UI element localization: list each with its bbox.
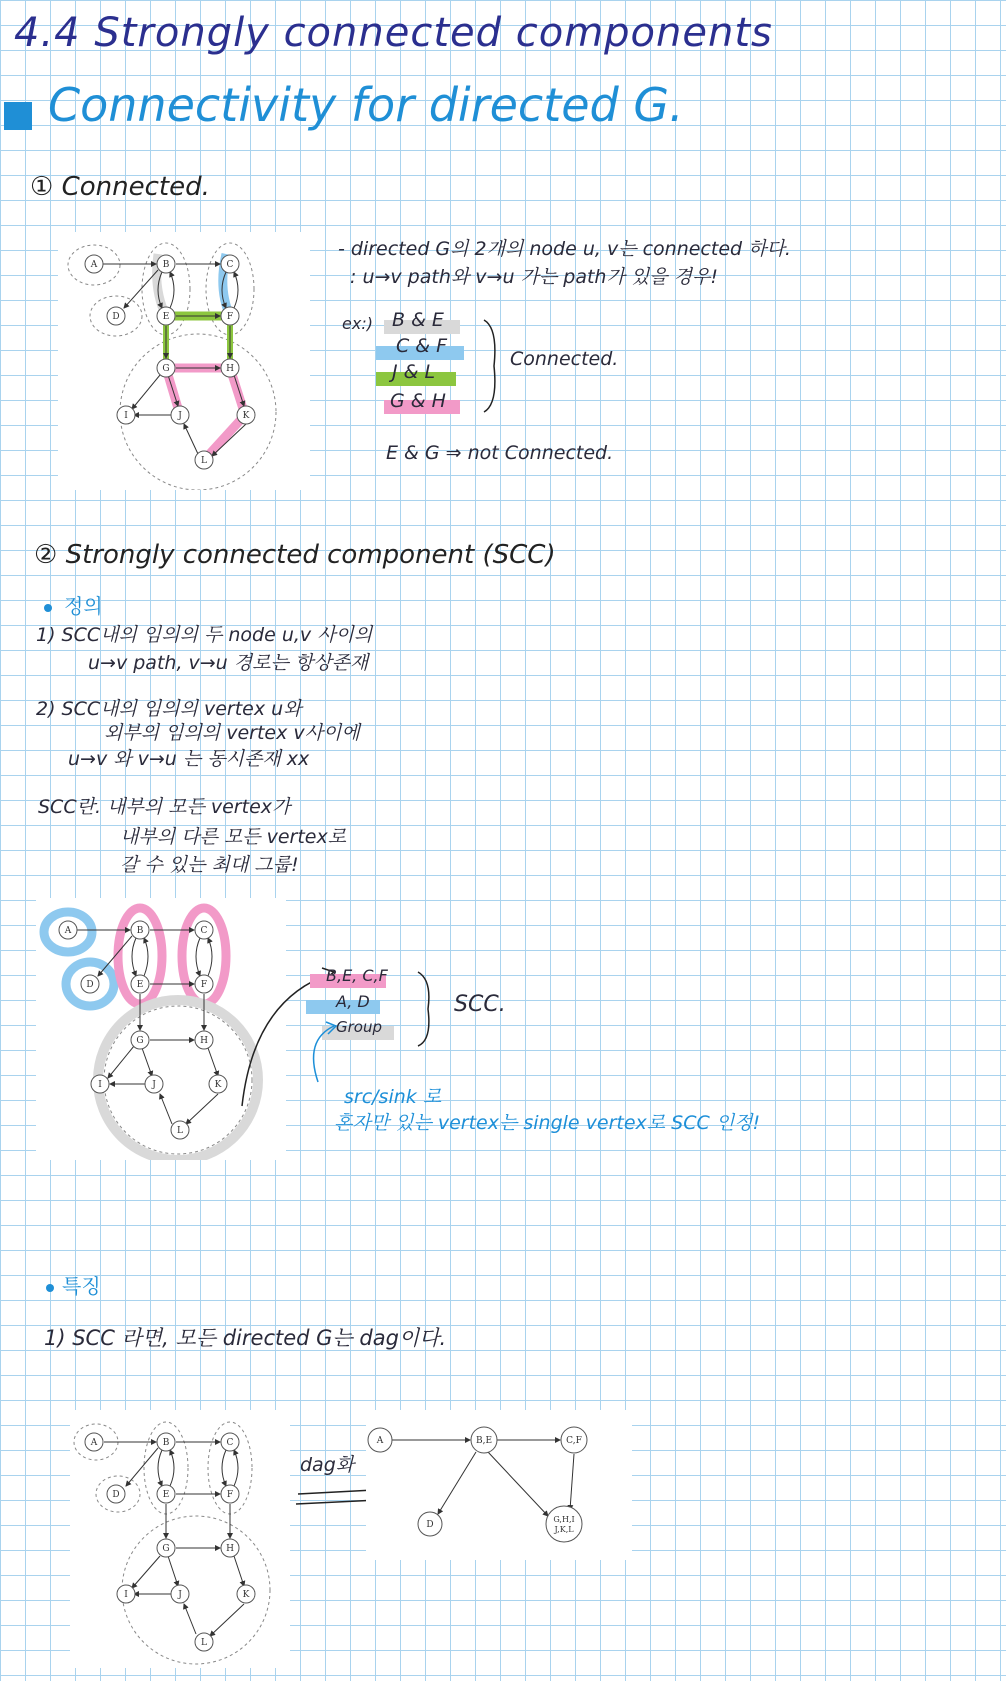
scc-line-a: SCC란. 내부의 모든 vertex가 [38,796,291,818]
definition-line1: - directed G의 2개의 node u, v는 connected 하다. [338,238,791,260]
connected-label: Connected. [510,348,619,370]
svg-text:A: A [64,926,72,936]
svg-text:H: H [226,1544,234,1554]
section-heading: Connectivity for directed G. [48,78,684,132]
scc-item-1: B,E, C,F [326,966,388,985]
svg-text:E: E [162,312,170,322]
svg-text:J: J [178,411,182,421]
svg-text:A: A [90,1438,98,1448]
svg-text:G: G [162,364,170,374]
def1-line-a: 1) SCC내의 임의의 두 node u,v 사이의 [36,624,373,646]
graph-dag-svg [366,1410,632,1560]
svg-text:B: B [162,260,170,270]
svg-text:A: A [376,1436,384,1446]
svg-text:J: J [178,1590,182,1600]
brace-connected [480,318,504,414]
property-line1: 1) SCC 라면, 모든 directed G는 dag이다. [44,1326,447,1350]
svg-text:D: D [426,1520,434,1530]
scc-item-2: A, D [336,992,370,1011]
pair-c-f: C & F [396,335,448,357]
scc-item-3: Group [336,1018,382,1036]
svg-text:C: C [226,260,234,270]
svg-text:F: F [226,1490,234,1500]
svg-text:J: J [152,1080,156,1090]
bullet-dot-2 [46,1284,54,1292]
graph-original-svg [70,1410,290,1668]
blue-arrow [300,1020,340,1090]
svg-text:K: K [242,1590,250,1600]
pair-b-e: B & E [392,309,444,331]
svg-text:D: D [112,312,120,322]
svg-text:J,K,L: J,K,L [554,1525,574,1534]
def2-line-c: u→v 와 v→u 는 동시존재 xx [68,748,310,770]
definition-tag: 정의 [64,594,103,618]
svg-text:C: C [200,926,208,936]
pair-j-l: J & L [392,361,436,383]
svg-text:A: A [90,260,98,270]
dag-label: dag화 [300,1454,355,1476]
src-sink-line-a: src/sink 로 [344,1086,442,1108]
graph-dag [366,1410,632,1560]
svg-text:E: E [162,1490,170,1500]
svg-text:K: K [242,411,250,421]
svg-text:G: G [162,1544,170,1554]
svg-text:H: H [226,364,234,374]
svg-text:H: H [200,1036,208,1046]
scc-line-b: 내부의 다른 모든 vertex로 [120,826,347,848]
svg-text:B,E: B,E [475,1436,493,1446]
src-sink-line-b: 혼자만 있는 vertex는 single vertex로 SCC 인정! [334,1112,761,1134]
svg-text:K: K [214,1080,222,1090]
svg-text:L: L [201,1638,207,1648]
svg-text:C,F: C,F [566,1436,582,1446]
svg-text:L: L [177,1126,183,1136]
graph-connected [58,232,310,490]
svg-text:I: I [124,1590,128,1600]
svg-text:D: D [86,980,94,990]
pair-g-h: G & H [390,390,446,412]
brace-scc [414,970,438,1048]
svg-text:I: I [124,411,128,421]
svg-text:I: I [98,1080,102,1090]
scc-tag: SCC. [454,992,506,1017]
svg-text:G,H,I: G,H,I [553,1515,575,1524]
scc-line-c: 갈 수 있는 최대 그룹! [120,854,299,876]
graph-original [70,1410,290,1668]
svg-text:F: F [226,312,234,322]
section2-label: ② Strongly connected component (SCC) [34,540,556,570]
svg-text:B: B [162,1438,170,1448]
def1-line-b: u→v path, v→u 경로는 항상존재 [88,652,369,674]
bullet-dot [44,604,52,612]
definition-line2: : u→v path와 v→u 가는 path가 있을 경우! [350,266,718,288]
svg-text:L: L [201,456,207,466]
svg-text:F: F [200,980,208,990]
svg-text:C: C [226,1438,234,1448]
not-connected-label: E & G ⇒ not Connected. [386,442,614,464]
example-label: ex:) [342,314,373,333]
svg-text:G: G [136,1036,144,1046]
def2-line-b: 외부의 임의의 vertex v사이에 [104,722,360,744]
property-tag: 특징 [62,1274,101,1298]
svg-text:B: B [136,926,144,936]
svg-text:E: E [136,980,144,990]
section1-label: ① Connected. [30,172,210,202]
def2-line-a: 2) SCC내의 임의의 vertex u와 [36,698,302,720]
svg-text:D: D [112,1490,120,1500]
graph-connected-svg [58,232,310,490]
page-title: 4.4 Strongly connected components [14,10,773,56]
heading-bullet [4,102,32,130]
